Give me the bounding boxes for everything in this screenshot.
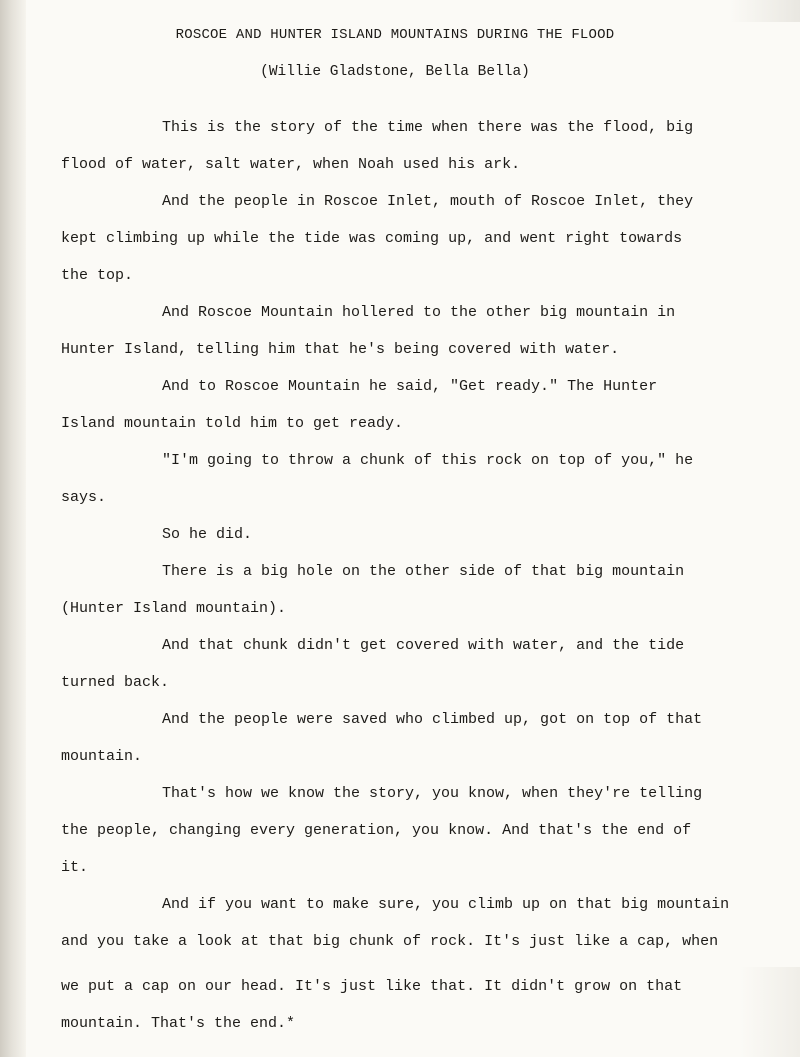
text-line: mountain. <box>61 748 143 765</box>
page-bottom-shadow <box>740 967 800 1057</box>
text-line: and you take a look at that big chunk of rock. It's just like a cap, when <box>61 933 719 950</box>
text-line: (Hunter Island mountain). <box>61 600 287 617</box>
document-title: ROSCOE AND HUNTER ISLAND MOUNTAINS DURING THE FLOOD <box>175 27 615 43</box>
text-line: And the people in Roscoe Inlet, mouth of Roscoe Inlet, they <box>162 193 694 210</box>
text-line: the people, changing every generation, you know. And that's the end of <box>61 822 692 839</box>
text-line: it. <box>61 859 89 876</box>
text-line: the top. <box>61 267 134 284</box>
text-line: "I'm going to throw a chunk of this rock on top of you," he <box>162 452 694 469</box>
text-line: flood of water, salt water, when Noah used his ark. <box>61 156 521 173</box>
text-line: And Roscoe Mountain hollered to the other big mountain in <box>162 304 676 321</box>
text-line: And that chunk didn't get covered with water, and the tide <box>162 637 685 654</box>
text-line: And the people were saved who climbed up, got on top of that <box>162 711 703 728</box>
text-line: Island mountain told him to get ready. <box>61 415 404 432</box>
text-line: So he did. <box>162 526 253 543</box>
text-line: says. <box>61 489 107 506</box>
page-binding-edge <box>0 0 26 1057</box>
text-line: we put a cap on our head. It's just like that. It didn't grow on that <box>61 978 683 995</box>
text-line: kept climbing up while the tide was coming up, and went right towards <box>61 230 683 247</box>
text-line: This is the story of the time when there was the flood, big <box>162 119 694 136</box>
text-line: And to Roscoe Mountain he said, "Get ready." The Hunter <box>162 378 658 395</box>
text-line: That's how we know the story, you know, when they're telling <box>162 785 703 802</box>
text-line: Hunter Island, telling him that he's being covered with water. <box>61 341 620 358</box>
text-line: And if you want to make sure, you climb up on that big mountain <box>162 896 730 913</box>
text-line: mountain. That's the end.* <box>61 1015 296 1032</box>
text-line: turned back. <box>61 674 170 691</box>
page-corner-shadow <box>730 0 800 22</box>
document-attribution: (Willie Gladstone, Bella Bella) <box>260 64 530 80</box>
text-line: There is a big hole on the other side of that big mountain <box>162 563 685 580</box>
